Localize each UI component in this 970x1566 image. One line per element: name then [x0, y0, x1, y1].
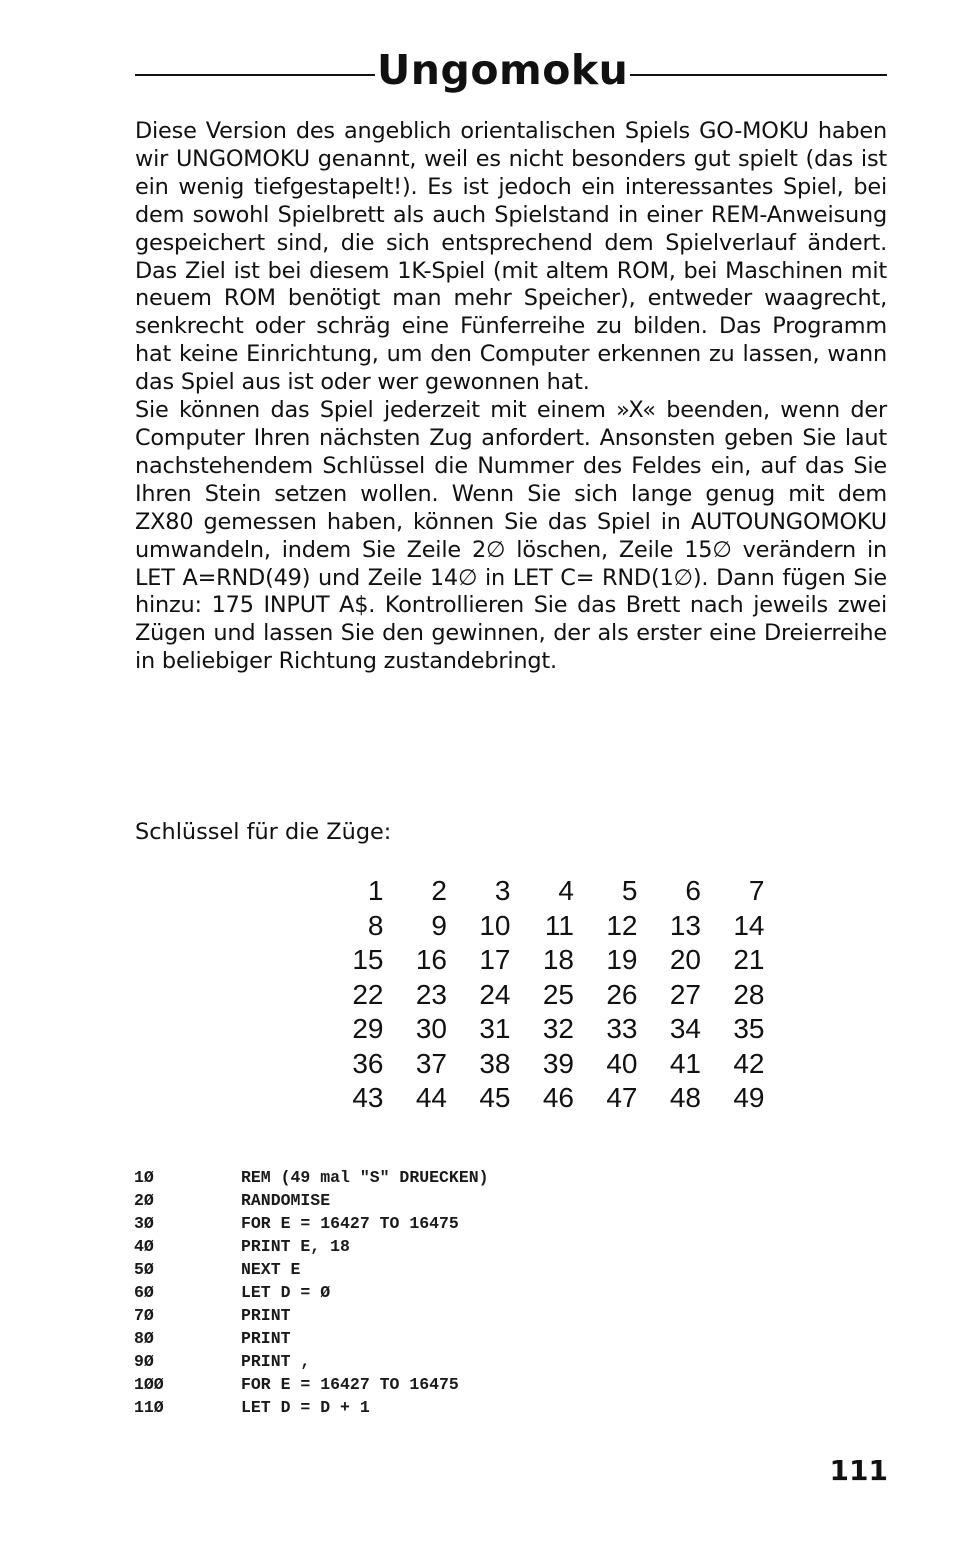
listing-row	[134, 1304, 489, 1327]
code-statement: REM (49 mal "S" DRUECKEN)	[241, 1168, 489, 1187]
key-cell: 20	[669, 944, 701, 975]
listing-row	[134, 1258, 489, 1281]
key-cell: 11	[544, 909, 574, 941]
key-cell: 33	[606, 1013, 638, 1044]
key-cell: 23	[415, 978, 447, 1010]
line-number: 1ØØ	[134, 1375, 164, 1394]
code-statement: FOR E = 16427 TO 16475	[241, 1375, 459, 1394]
code-statement: RANDOMISE	[241, 1191, 331, 1210]
key-cell: 12	[606, 909, 638, 941]
key-cell: 19	[606, 944, 638, 975]
line-number: 2Ø	[134, 1191, 154, 1210]
paragraph-instructions: Sie können das Spiel jederzeit mit einem »X« beenden, wenn der Computer Ihren nächsten Zug anfordert. Ansonsten geben Sie laut nachstehendem Schlüssel die Nummer des Feldes ein, auf das Sie Ihren Stein setzen wollen. Wenn Sie sich lange genug mit dem ZX80 gemessen haben, können Sie das Spiel in AUTOUNGOMOKU umwandeln, indem Sie Zeile 2∅ löschen, Zeile 15∅ verändern in LET A=RND(49) und Zeile 14∅ in LET C= RND(1∅). Dann fügen Sie hinzu: 175 INPUT A$. Kontrollieren Sie das Brett nach jeweils zwei Zügen und lassen Sie den gewinnen, der als erster eine Dreierreihe in beliebiger Richtung zustandebringt.	[135, 397, 887, 675]
listing-row	[134, 1396, 489, 1419]
key-cell: 29	[352, 1013, 384, 1044]
key-cell: 18	[542, 944, 574, 975]
listing-row	[134, 1212, 489, 1235]
move-key-grid	[320, 874, 765, 1116]
key-cell: 28	[733, 978, 765, 1010]
line-number: 8Ø	[134, 1329, 154, 1348]
listing-row	[134, 1350, 489, 1373]
key-cell: 21	[733, 944, 765, 975]
listing-row	[134, 1189, 489, 1212]
key-cell: 31	[479, 1013, 511, 1044]
page-number: 111	[829, 1454, 888, 1487]
line-number: 6Ø	[134, 1283, 154, 1302]
key-cell: 26	[606, 978, 638, 1010]
key-cell: 41	[669, 1047, 701, 1079]
key-cell: 3	[494, 875, 511, 906]
key-cell: 24	[479, 978, 511, 1010]
code-statement: LET D = Ø	[241, 1283, 331, 1302]
key-cell: 15	[352, 944, 384, 975]
paragraph-intro: Diese Version des angeblich orientalischen Spiels GO-MOKU haben wir UNGOMOKU genannt, weil es nicht besonders gut spielt (das ist ein wenig tiefgestapelt!). Es ist jedoch ein interessantes Spiel, bei dem sowohl Spielbrett als auch Spielstand in einer REM-Anweisung gespeichert sind, die sich entsprechend dem Spielverlauf ändert. Das Ziel ist bei diesem 1K-Spiel (mit altem ROM, bei Maschinen mit neuem ROM benötigt man mehr Speicher), entweder waagrecht, senkrecht oder schräg eine Fünferreihe zu bilden. Das Programm hat keine Einrichtung, um den Computer erkennen zu lassen, wann das Spiel aus ist oder wer gewonnen hat.	[135, 118, 887, 396]
listing-row	[134, 1235, 489, 1258]
key-cell: 43	[352, 1082, 384, 1113]
key-cell: 16	[415, 944, 447, 975]
key-cell: 45	[479, 1082, 511, 1113]
key-cell: 6	[685, 875, 701, 906]
code-statement: PRINT	[241, 1306, 291, 1325]
key-cell: 42	[733, 1047, 765, 1079]
listing-row	[134, 1281, 489, 1304]
code-statement: FOR E = 16427 TO 16475	[241, 1214, 459, 1233]
key-cell: 9	[431, 909, 447, 941]
key-cell: 4	[558, 875, 574, 906]
body-text	[135, 118, 887, 676]
title-row	[135, 38, 887, 102]
page-title: Ungomoku	[377, 45, 629, 94]
listing-row	[134, 1327, 489, 1350]
key-cell: 38	[479, 1047, 511, 1079]
line-number: 5Ø	[134, 1260, 154, 1279]
listing-row	[134, 1166, 489, 1189]
title-rule-right	[630, 74, 887, 76]
line-number: 3Ø	[134, 1214, 154, 1233]
key-cell: 46	[542, 1082, 574, 1113]
key-cell: 47	[606, 1082, 638, 1113]
key-cell: 49	[733, 1082, 765, 1113]
key-cell: 17	[479, 944, 511, 975]
program-listing	[134, 1166, 489, 1419]
key-cell: 48	[669, 1082, 701, 1113]
key-cell: 10	[479, 909, 511, 941]
key-cell: 30	[415, 1013, 447, 1044]
key-label: Schlüssel für die Züge:	[135, 819, 392, 845]
key-cell: 22	[352, 978, 384, 1010]
code-statement: LET D = D + 1	[241, 1398, 370, 1417]
key-cell: 13	[669, 909, 701, 941]
code-statement: PRINT E, 18	[241, 1237, 350, 1256]
key-cell: 40	[606, 1047, 638, 1079]
line-number: 1Ø	[134, 1168, 154, 1187]
line-number: 9Ø	[134, 1352, 154, 1371]
key-cell: 35	[733, 1013, 765, 1044]
key-cell: 34	[669, 1013, 701, 1044]
line-number: 11Ø	[134, 1398, 164, 1417]
key-cell: 25	[542, 978, 574, 1010]
key-cell: 37	[415, 1047, 447, 1079]
code-statement: PRINT	[241, 1329, 291, 1348]
key-cell: 8	[367, 909, 384, 941]
code-statement: NEXT E	[241, 1260, 301, 1279]
key-cell: 32	[542, 1013, 574, 1044]
key-cell: 14	[733, 909, 765, 941]
line-number: 4Ø	[134, 1237, 154, 1256]
line-number: 7Ø	[134, 1306, 154, 1325]
key-cell: 7	[748, 875, 765, 906]
listing-row	[134, 1373, 489, 1396]
key-cell: 44	[415, 1082, 447, 1113]
key-cell: 27	[669, 978, 701, 1010]
key-cell: 1	[367, 875, 384, 906]
key-cell: 39	[542, 1047, 574, 1079]
key-cell: 2	[431, 875, 447, 906]
key-cell: 5	[621, 875, 638, 906]
title-rule-left	[135, 74, 375, 76]
code-statement: PRINT ,	[241, 1352, 311, 1371]
key-cell: 36	[352, 1047, 384, 1079]
